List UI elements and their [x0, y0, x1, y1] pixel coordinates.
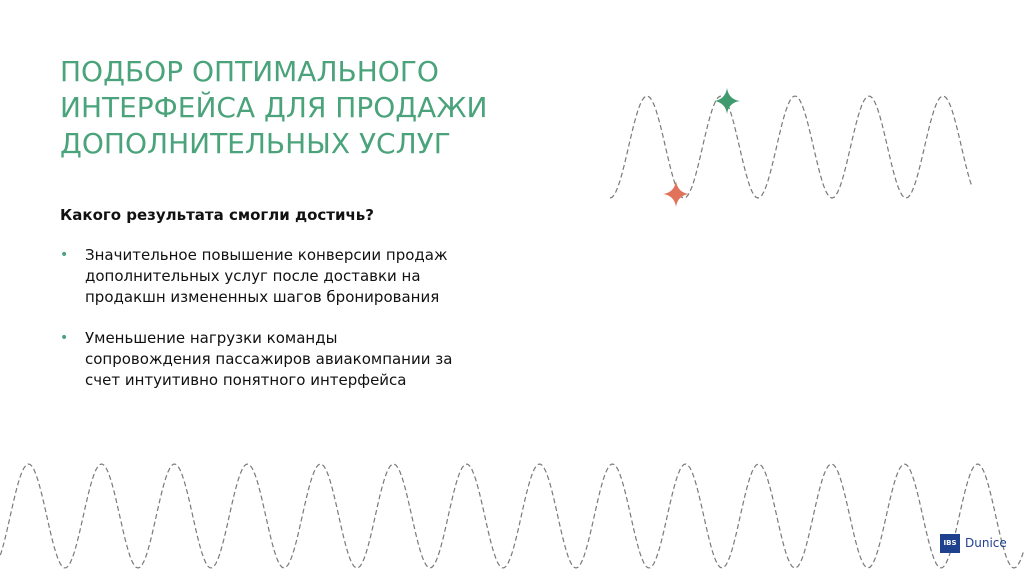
logo-name: Dunice [965, 536, 1007, 550]
green-star-icon [714, 88, 740, 114]
result-line: дополнительных услуг после доставки на [85, 267, 421, 285]
title-line: ДОПОЛНИТЕЛЬНЫХ УСЛУГ [60, 127, 451, 160]
company-logo [940, 533, 1007, 554]
title-line: ПОДБОР ОПТИМАЛЬНОГО [60, 55, 439, 88]
logo-badge: IBS [940, 534, 960, 553]
orange-star-icon [663, 181, 689, 207]
title-line: ИНТЕРФЕЙСА ДЛЯ ПРОДАЖИ [60, 91, 488, 124]
result-line: счет интуитивно понятного интерфейса [85, 371, 407, 389]
bullet-marker: • [60, 330, 69, 346]
result-line: продакшн измененных шагов бронирования [85, 288, 440, 306]
bottom-wave-decoration [0, 464, 1024, 568]
result-line: Значительное повышение конверсии продаж [85, 246, 448, 264]
result-line: сопровождения пассажиров авиакомпании за [85, 350, 453, 368]
bullet-marker: • [60, 247, 69, 263]
result-line: Уменьшение нагрузки команды [85, 329, 338, 347]
results-question: Какого результата смогли достичь? [60, 206, 374, 224]
